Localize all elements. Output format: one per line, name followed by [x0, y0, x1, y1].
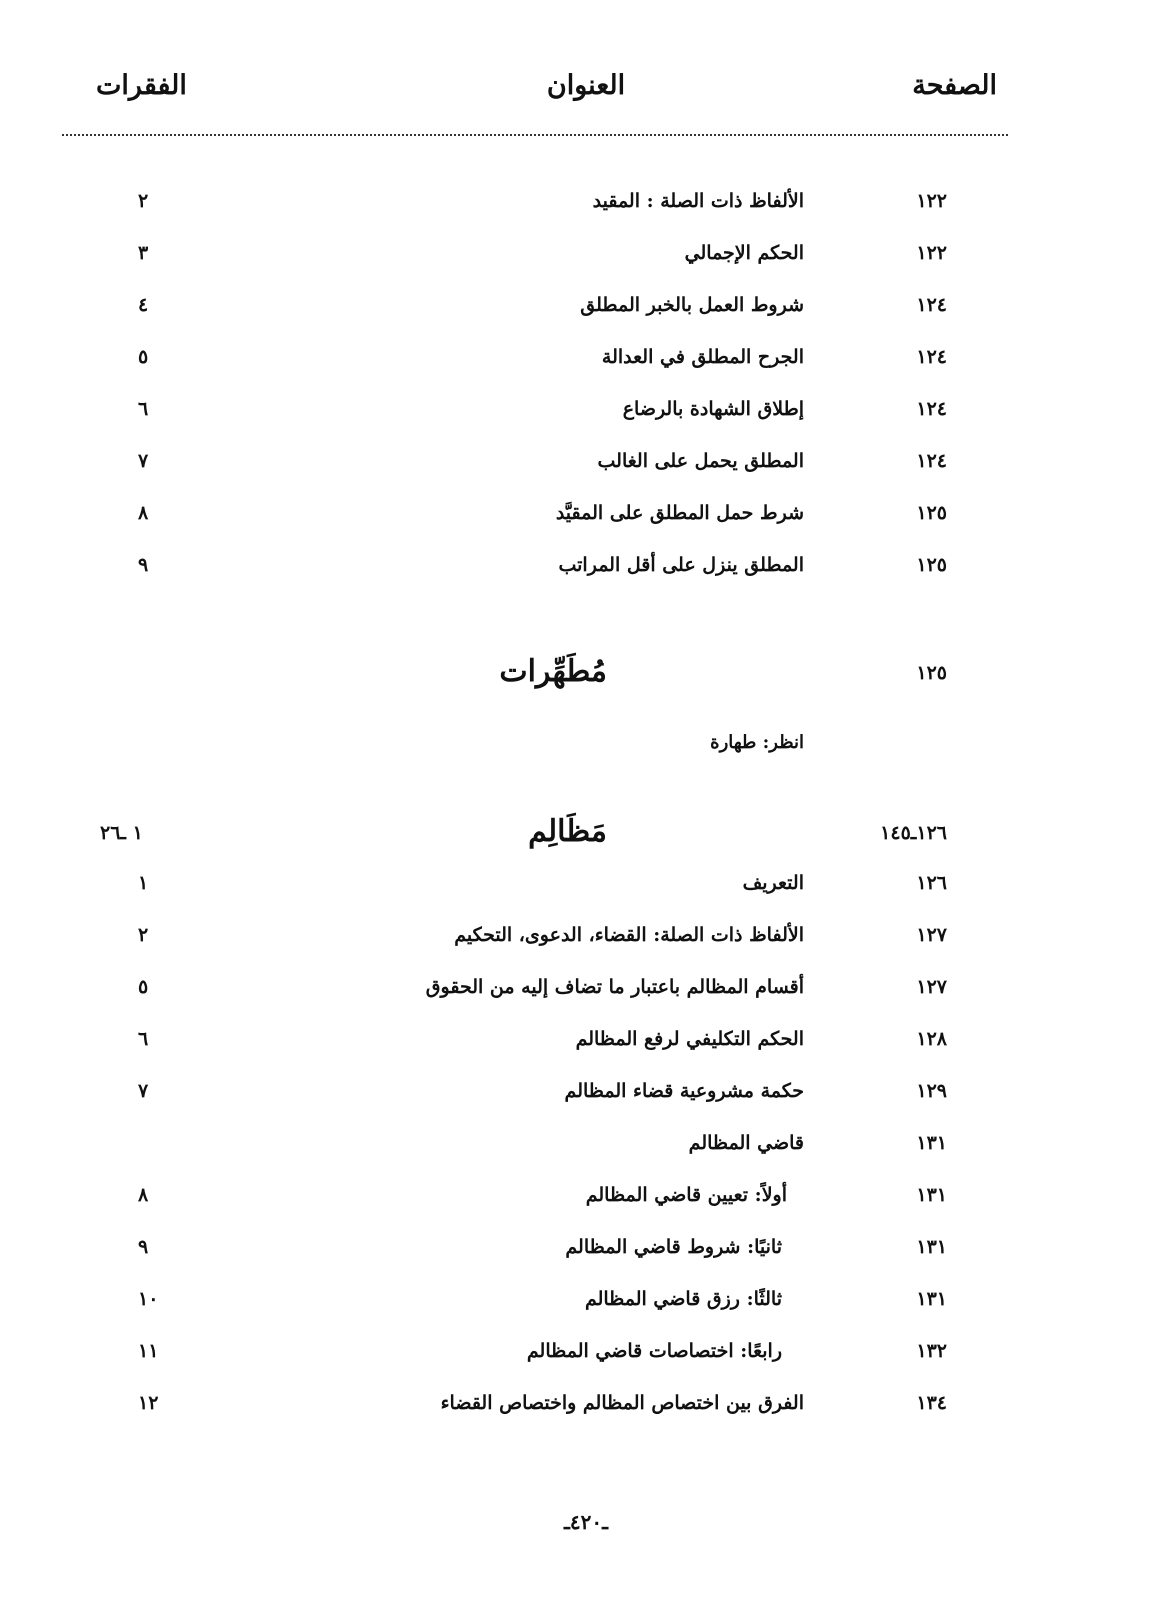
row-paragraph: ٧ — [138, 450, 149, 472]
section-page-range: ١٢٦ـ١٤٥ — [880, 822, 947, 844]
row-paragraph: ١ — [138, 872, 149, 894]
section-page: ١٢٥ — [916, 662, 947, 684]
row-paragraph: ٣ — [138, 242, 149, 264]
section-heading: مَظَالِم — [528, 814, 607, 849]
row-paragraph: ٤ — [138, 294, 149, 316]
row-paragraph: ٦ — [138, 398, 149, 420]
row-page: ١٢٤ — [916, 346, 947, 368]
table-row — [0, 234, 1172, 274]
table-row — [0, 968, 1172, 1008]
row-page: ١٣١ — [916, 1288, 947, 1310]
row-page: ١٢٥ — [916, 502, 947, 524]
row-paragraph: ٥ — [138, 346, 149, 368]
row-title: أقسام المظالم باعتبار ما تضاف إليه من الحقوق — [425, 976, 804, 998]
row-paragraph: ٢ — [138, 924, 149, 946]
column-header-title: العنوان — [546, 70, 626, 101]
table-row — [0, 1020, 1172, 1060]
table-row — [0, 864, 1172, 904]
column-header-paragraphs: الفقرات — [96, 70, 187, 101]
row-title: الألفاظ ذات الصلة : المقيد — [592, 190, 804, 212]
row-page: ١٢٩ — [916, 1080, 947, 1102]
row-title: ثالثًا: رزق قاضي المظالم — [584, 1288, 782, 1310]
row-page: ١٣١ — [916, 1184, 947, 1206]
row-page: ١٢٢ — [916, 242, 947, 264]
row-page: ١٢٥ — [916, 554, 947, 576]
row-paragraph: ٦ — [138, 1028, 149, 1050]
row-page: ١٣٢ — [916, 1340, 947, 1362]
row-page: ١٢٤ — [916, 398, 947, 420]
section-heading-row — [0, 812, 1172, 852]
row-paragraph: ٩ — [138, 1236, 149, 1258]
row-title: ثانيًا: شروط قاضي المظالم — [565, 1236, 782, 1258]
row-title: التعريف — [742, 872, 804, 894]
row-title: الجرح المطلق في العدالة — [601, 346, 804, 368]
row-title: الفرق بين اختصاص المظالم واختصاص القضاء — [440, 1392, 804, 1414]
table-row — [0, 1124, 1172, 1164]
row-title: الحكم الإجمالي — [684, 242, 804, 264]
table-row — [0, 338, 1172, 378]
row-paragraph: ١٢ — [138, 1392, 159, 1414]
table-row — [0, 1280, 1172, 1320]
table-row — [0, 286, 1172, 326]
table-row — [0, 390, 1172, 430]
row-title: المطلق يحمل على الغالب — [597, 450, 804, 472]
row-paragraph: ٢ — [138, 190, 149, 212]
row-paragraph: ٥ — [138, 976, 149, 998]
row-page: ١٢٢ — [916, 190, 947, 212]
table-row — [0, 1176, 1172, 1216]
dotted-divider — [62, 134, 1008, 136]
row-page: ١٢٨ — [916, 1028, 947, 1050]
row-title: حكمة مشروعية قضاء المظالم — [564, 1080, 804, 1102]
table-row — [0, 182, 1172, 222]
column-header-page: الصفحة — [912, 70, 997, 101]
row-paragraph: ٨ — [138, 502, 149, 524]
row-paragraph: ٩ — [138, 554, 149, 576]
row-title: رابعًا: اختصاصات قاضي المظالم — [526, 1340, 782, 1362]
row-paragraph: ١٠ — [138, 1288, 159, 1310]
row-title: قاضي المظالم — [688, 1132, 804, 1154]
section-heading-row — [0, 652, 1172, 692]
table-row — [0, 1384, 1172, 1424]
row-page: ١٢٦ — [916, 872, 947, 894]
row-page: ١٢٤ — [916, 450, 947, 472]
row-paragraph: ١١ — [138, 1340, 159, 1362]
row-paragraph: ٨ — [138, 1184, 149, 1206]
row-page: ١٢٧ — [916, 924, 947, 946]
row-paragraph: ٧ — [138, 1080, 149, 1102]
row-title: شروط العمل بالخبر المطلق — [580, 294, 804, 316]
row-title: إطلاق الشهادة بالرضاع — [622, 398, 804, 420]
cross-reference: انظر: طهارة — [710, 732, 804, 753]
row-title: المطلق ينزل على أقل المراتب — [558, 554, 804, 576]
table-row — [0, 916, 1172, 956]
section-paragraph-range: ١ ـ٢٦ — [100, 822, 143, 844]
table-row — [0, 1228, 1172, 1268]
row-page: ١٣١ — [916, 1236, 947, 1258]
table-row — [0, 1072, 1172, 1112]
section-heading: مُطَهِّرات — [499, 654, 607, 689]
table-row — [0, 442, 1172, 482]
row-page: ١٣١ — [916, 1132, 947, 1154]
row-title: الحكم التكليفي لرفع المظالم — [575, 1028, 804, 1050]
row-page: ١٢٧ — [916, 976, 947, 998]
row-title: شرط حمل المطلق على المقيَّد — [555, 502, 804, 524]
table-row — [0, 546, 1172, 586]
page-number: ـ٤٢٠ـ — [564, 1510, 608, 1534]
row-page: ١٣٤ — [916, 1392, 947, 1414]
table-row — [0, 1332, 1172, 1372]
row-title: الألفاظ ذات الصلة: القضاء، الدعوى، التحكيم — [454, 924, 804, 946]
row-title: أولاً: تعيين قاضي المظالم — [585, 1184, 787, 1206]
table-row — [0, 494, 1172, 534]
row-page: ١٢٤ — [916, 294, 947, 316]
